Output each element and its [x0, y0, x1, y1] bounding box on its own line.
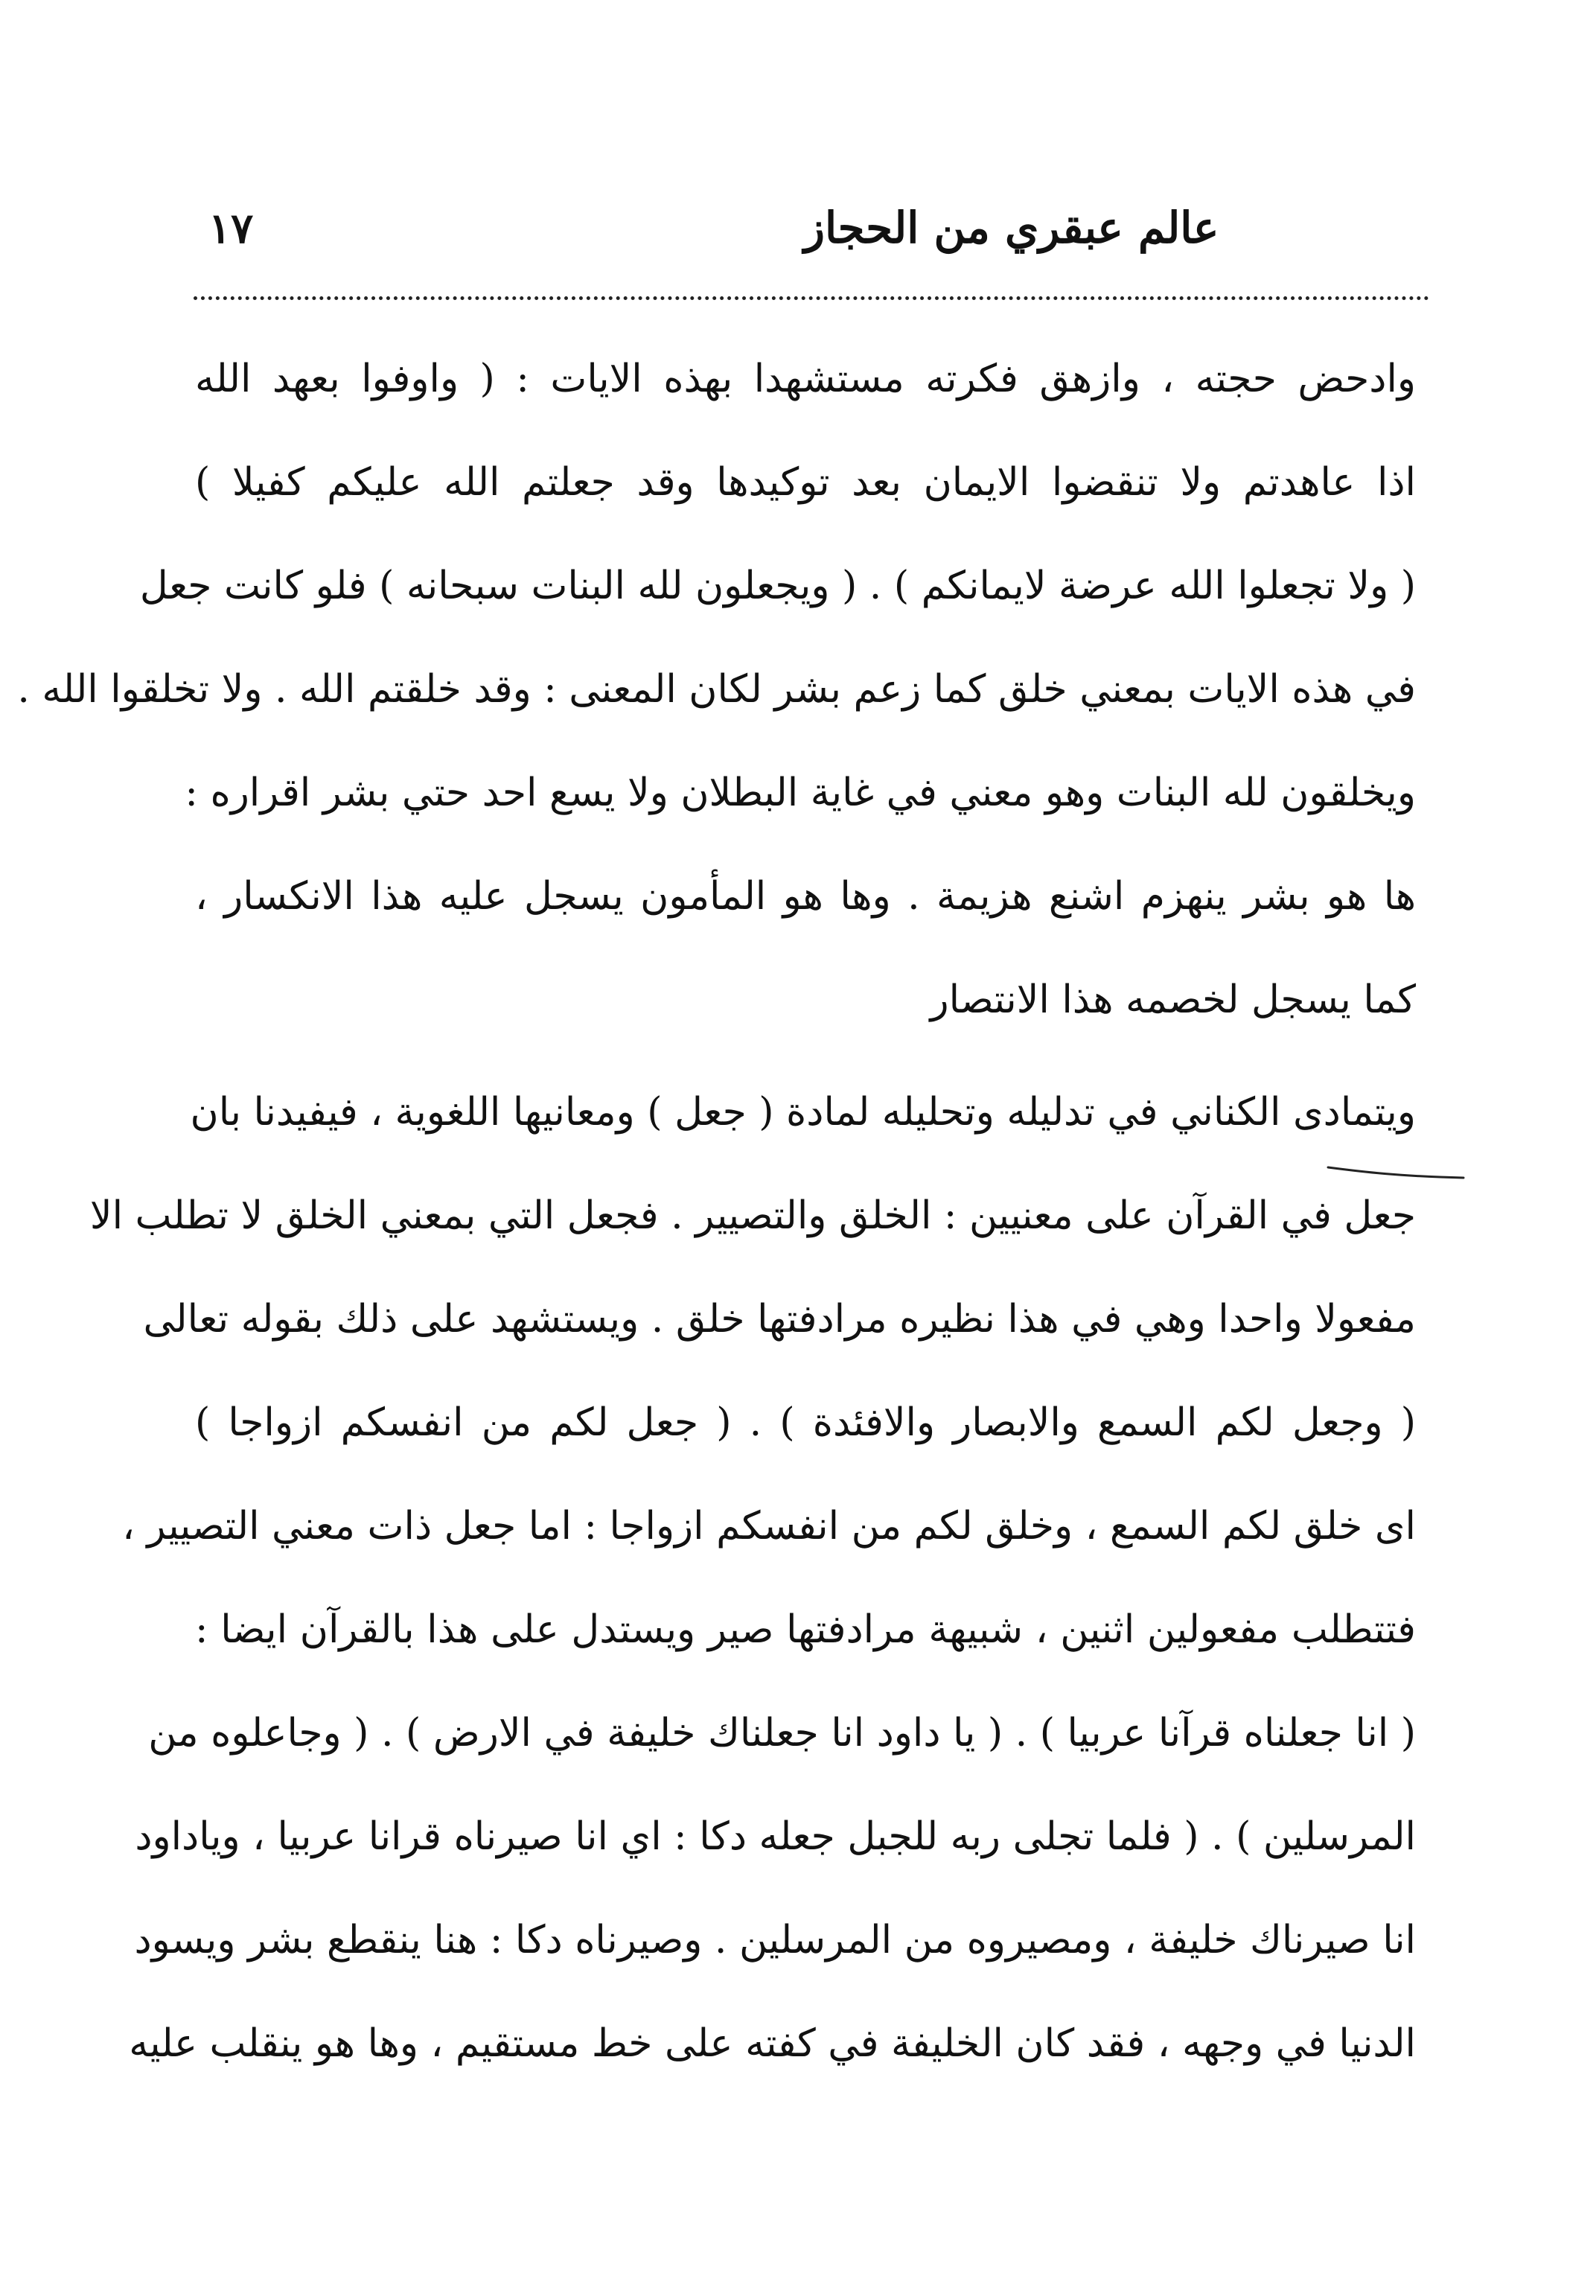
body-text [17, 328, 1416, 2096]
page-number: ١٧ [208, 204, 254, 253]
text-line: في هذه الايات بمعني خلق كما زعم بشر لكان المعنى : وقد خلقتم الله . ولا تخلقوا الله . [17, 667, 1416, 712]
text-line: ( انا جعلناه قرآنا عربيا ) . ( يا داود انا جعلناك خليفة في الارض ) . ( وجاعلوه من [148, 1711, 1416, 1756]
text-line: اذا عاهدتم ولا تنقضوا الايمان بعد توكيدها وقد جعلتم الله عليكم كفيلا ) [195, 460, 1416, 505]
text-line: كما يسجل لخصمه هذا الانتصار [930, 978, 1416, 1022]
text-line: الدنيا في وجهه ، فقد كان الخليفة في كفته على خط مستقيم ، وها هو ينقلب عليه [129, 2021, 1416, 2066]
text-line: اى خلق لكم السمع ، وخلق لكم من انفسكم ازواجا : اما جعل ذات معني التصيير ، [122, 1504, 1416, 1549]
text-line: وادحض حجته ، وازهق فكرته مستشهدا بهذه الايات : ( واوفوا بعهد الله [195, 357, 1416, 401]
text-line: مفعولا واحدا وهي في هذا نظيره مرادفتها خلق . ويستشهد على ذلك بقوله تعالى [143, 1297, 1416, 1342]
running-title: عالم عبقري من الحجاز [804, 203, 1219, 253]
text-line: ويخلقون لله البنات وهو معني في غاية البطلان ولا يسع احد حتي بشر اقراره : [185, 771, 1416, 815]
page-header [194, 195, 1429, 277]
text-line: ( وجعل لكم السمع والابصار والافئدة ) . ( جعل لكم من انفسكم ازواجا ) [195, 1400, 1416, 1445]
header-divider [194, 296, 1429, 300]
text-line: ويتمادى الكناني في تدليله وتحليله لمادة ( جعل ) ومعانيها اللغوية ، فيفيدنا بان [190, 1090, 1416, 1135]
text-line: انا صيرناك خليفة ، ومصيروه من المرسلين . وصيرناه دكا : هنا ينقطع بشر ويسود [134, 1918, 1416, 1962]
text-line: جعل في القرآن على معنيين : الخلق والتصيير . فجعل التي بمعني الخلق لا تطلب الا [89, 1193, 1416, 1238]
text-line: المرسلين ) . ( فلما تجلى ربه للجبل جعله دكا : اي انا صيرناه قرانا عربيا ، وياداود [135, 1814, 1416, 1859]
text-line: فتتطلب مفعولين اثنين ، شبيهة مرادفتها صير ويستدل على هذا بالقرآن ايضا : [195, 1607, 1416, 1652]
text-line: ( ولا تجعلوا الله عرضة لايمانكم ) . ( ويجعلون لله البنات سبحانه ) فلو كانت جعل [139, 564, 1416, 608]
handwritten-margin-stroke [1325, 1161, 1466, 1184]
text-line: ها هو بشر ينهزم اشنع هزيمة . وها هو المأمون يسجل عليه هذا الانكسار ، [195, 874, 1416, 919]
